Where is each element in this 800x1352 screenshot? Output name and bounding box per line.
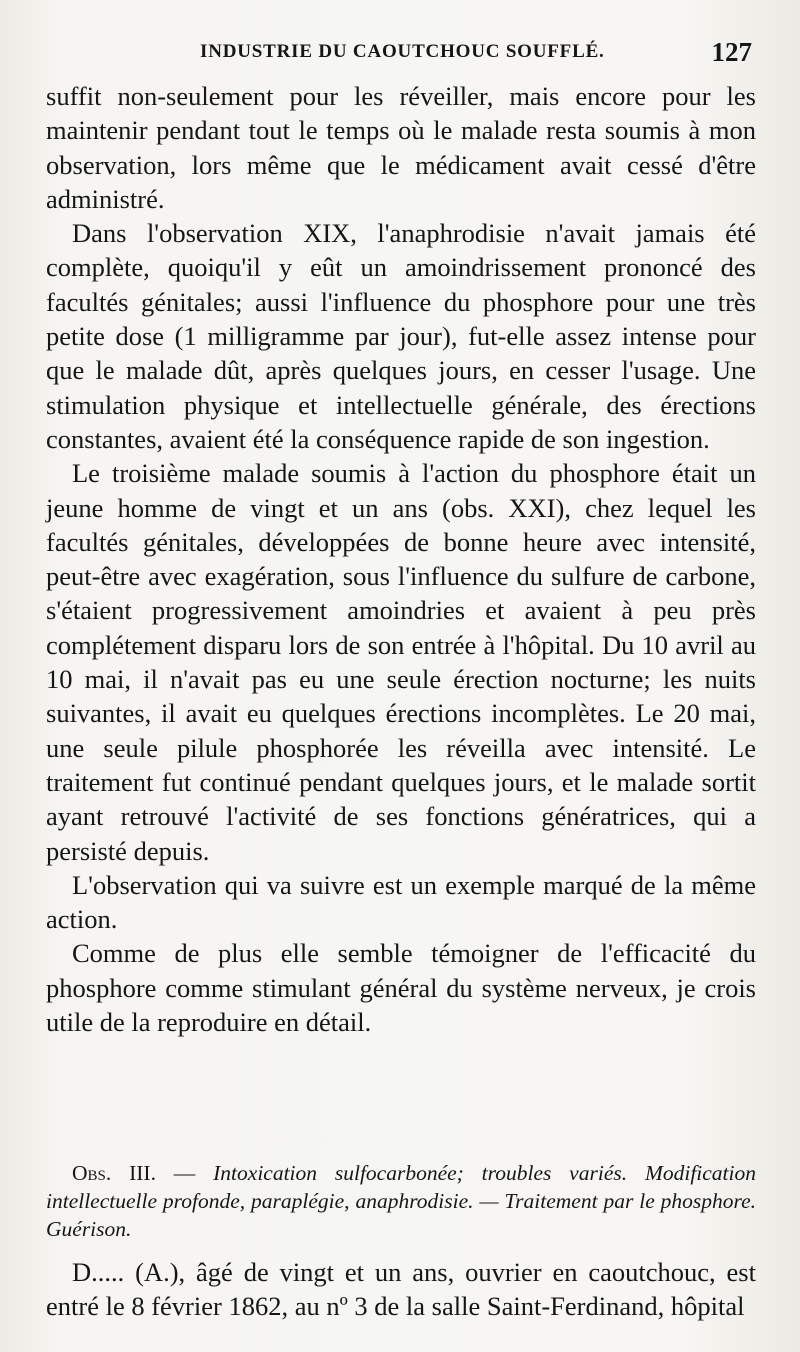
observation-separator: — [155,1161,214,1185]
page-header [48,36,752,68]
paragraph-observation-xix: Dans l'observation XIX, l'anaphrodisie n'avait jamais été complète, quoiqu'il y eût un amoindrissement prononcé des facultés génitales; aussi l'influence du phosphore pour une très petite dose (1 milligramme par jour), fut-elle assez intense pour que le malade dût, après quelques jours, en cesser l'usage. Une stimulation physique et intellectuelle générale, des érections constantes, avaient été la conséquence rapide de son ingestion. [46,218,756,454]
observation-body: D..... (A.), âgé de vingt et un ans, ouvrier en caoutchouc, est entré le 8 février 1862, au nº 3 de la salle Saint-Ferdinand, hôpital [46,1257,756,1322]
main-text [46,79,756,1039]
running-title: INDUSTRIE DU CAOUTCHOUC SOUFFLÉ. [200,41,605,62]
paragraph-reproduce-detail: Comme de plus elle semble témoigner de l'efficacité du phosphore comme stimulant général du système nerveux, je crois utile de la reproduire en détail. [46,938,756,1038]
observation-title: Intoxication sulfocarbonée; troubles variés. Modification intellectuelle profonde, paraplégie, anaphrodisie. — Traitement par le phosphore. Guérison. [46,1161,757,1241]
paragraph-third-patient: Le troisième malade soumis à l'action du phosphore était un jeune homme de vingt et un ans (obs. XXI), chez lequel les facultés génitales, développées de bonne heure avec intensité, peut-être avec exagération, sous l'influence du sulfure de carbone, s'étaient progressivement amoindries et avaient à peu près complétement disparu lors de son entrée à l'hôpital. Du 10 avril au 10 mai, il n'avait pas eu une seule érection nocturne; les nuits suivantes, il avait eu quelques érections incomplètes. Le 20 mai, une seule pilule phosphorée les réveilla avec intensité. Le traitement fut continué pendant quelques jours, et le malade sortit ayant retrouvé l'activité de ses fonctions génératrices, qui a persisté depuis. [46,458,756,866]
paragraph-continuation: suffit non-seulement pour les réveiller, mais encore pour les maintenir pendant tout le temps où le malade resta soumis à mon observation, lors même que le médicament avait cessé d'être administré. [46,81,756,214]
observation-heading [46,1159,756,1243]
page-number: 127 [711,37,752,67]
paragraph-next-observation: L'observation qui va suivre est un exemple marqué de la même action. [46,869,756,935]
observation-label: Obs. III. [72,1161,156,1185]
